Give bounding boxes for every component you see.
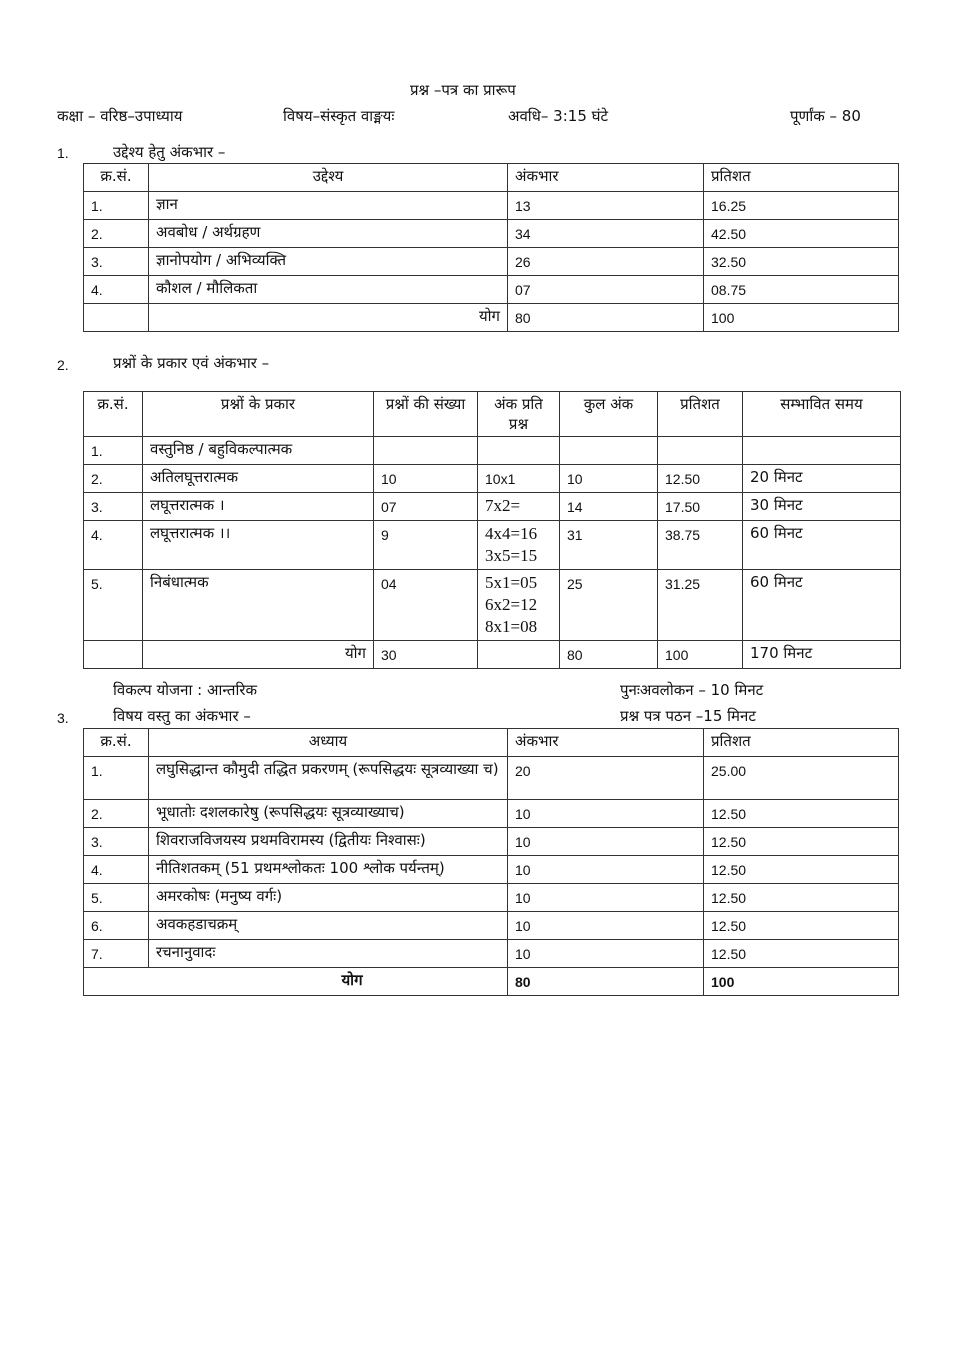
- col-header: प्रतिशत: [658, 392, 743, 437]
- cell: 12.50: [704, 856, 899, 884]
- table-header-row: [84, 392, 901, 437]
- objectives-table: [83, 163, 899, 332]
- col-header: क्र.सं.: [84, 729, 149, 757]
- cell: 12.50: [704, 800, 899, 828]
- cell: 7x2=: [478, 493, 560, 521]
- cell: 08.75: [704, 276, 899, 304]
- col-header: उद्देश्य: [149, 164, 508, 192]
- cell: कौशल / मौलिकता: [149, 276, 508, 304]
- table-row: [84, 465, 901, 493]
- total-label: योग: [84, 968, 508, 996]
- col-header: प्रश्नों के प्रकार: [143, 392, 374, 437]
- cell: 10: [508, 912, 704, 940]
- cell: [658, 437, 743, 465]
- cell: निबंधात्मक: [143, 570, 374, 641]
- cell: 31: [560, 521, 658, 570]
- col-header: अंकभार: [508, 729, 704, 757]
- page-title: प्रश्न –पत्र का प्रारूप: [410, 81, 516, 99]
- cell: 60 मिनट: [743, 521, 901, 570]
- cell: 14: [560, 493, 658, 521]
- total-percent: 100: [704, 304, 899, 332]
- cell: [374, 437, 478, 465]
- review-time-note: पुनःअवलोकन – 10 मिनट: [620, 681, 764, 699]
- cell: 25: [560, 570, 658, 641]
- table-row: [84, 757, 899, 800]
- cell: 20: [508, 757, 704, 800]
- subject-label: विषय–संस्कृत वाङ्मयः: [283, 107, 395, 125]
- cell: 4.: [84, 856, 149, 884]
- total-count: 30: [374, 641, 478, 669]
- table-row: [84, 437, 901, 465]
- section2-heading: प्रश्नों के प्रकार एवं अंकभार –: [113, 354, 270, 372]
- table-row: [84, 192, 899, 220]
- cell: 31.25: [658, 570, 743, 641]
- cell: ज्ञानोपयोग / अभिव्यक्ति: [149, 248, 508, 276]
- cell: भूधातोः दशलकारेषु (रूपसिद्धयः सूत्रव्याख्याच): [149, 800, 508, 828]
- table-row: [84, 493, 901, 521]
- total-row: [84, 968, 899, 996]
- col-header: सम्भावित समय: [743, 392, 901, 437]
- cell: 2.: [84, 220, 149, 248]
- cell: 20 मिनट: [743, 465, 901, 493]
- table-header-row: [84, 729, 899, 757]
- table-row: [84, 248, 899, 276]
- table-row: [84, 940, 899, 968]
- cell: लघूत्तरात्मक ।।: [143, 521, 374, 570]
- content-weightage-table: [83, 728, 899, 996]
- table-row: [84, 521, 901, 570]
- col-header: अंक प्रति प्रश्न: [478, 392, 560, 437]
- class-label: कक्षा – वरिष्ठ–उपाध्याय: [57, 107, 183, 125]
- cell: [478, 437, 560, 465]
- col-header: क्र.सं.: [84, 392, 143, 437]
- cell: 12.50: [704, 884, 899, 912]
- total-time: 170 मिनट: [743, 641, 901, 669]
- cell: लघुसिद्धान्त कौमुदी तद्धित प्रकरणम् (रूपसिद्धयः सूत्रव्याख्या च): [149, 757, 508, 800]
- total-marks: 80: [508, 968, 704, 996]
- cell: 7.: [84, 940, 149, 968]
- cell: 30 मिनट: [743, 493, 901, 521]
- cell: 1.: [84, 192, 149, 220]
- cell: 32.50: [704, 248, 899, 276]
- cell: 5x1=05 6x2=12 8x1=08: [478, 570, 560, 641]
- cell: 5.: [84, 884, 149, 912]
- cell: 4.: [84, 276, 149, 304]
- cell: 3.: [84, 248, 149, 276]
- col-header: प्रतिशत: [704, 164, 899, 192]
- cell: 5.: [84, 570, 143, 641]
- col-header: क्र.सं.: [84, 164, 149, 192]
- cell: अवकहडाचक्रम्: [149, 912, 508, 940]
- cell: ज्ञान: [149, 192, 508, 220]
- cell: 04: [374, 570, 478, 641]
- cell: 12.50: [658, 465, 743, 493]
- cell: 9: [374, 521, 478, 570]
- cell: [560, 437, 658, 465]
- cell: 12.50: [704, 912, 899, 940]
- total-label: योग: [149, 304, 508, 332]
- cell: 07: [374, 493, 478, 521]
- col-header: अंकभार: [508, 164, 704, 192]
- cell: [743, 437, 901, 465]
- cell: 3.: [84, 828, 149, 856]
- cell: अवबोध / अर्थग्रहण: [149, 220, 508, 248]
- cell: 3.: [84, 493, 143, 521]
- cell: 10: [508, 940, 704, 968]
- cell: 10: [508, 856, 704, 884]
- cell: रचनानुवादः: [149, 940, 508, 968]
- cell: 38.75: [658, 521, 743, 570]
- cell: लघूत्तरात्मक ।: [143, 493, 374, 521]
- cell: 10: [374, 465, 478, 493]
- total-percent: 100: [658, 641, 743, 669]
- cell: 10: [560, 465, 658, 493]
- table-row: [84, 856, 899, 884]
- section3-number: 3.: [57, 710, 69, 726]
- cell: 2.: [84, 465, 143, 493]
- total-marks: 80: [560, 641, 658, 669]
- table-header-row: [84, 164, 899, 192]
- duration-label: अवधि– 3:15 घंटे: [508, 107, 609, 125]
- cell: 1.: [84, 437, 143, 465]
- cell: 10: [508, 884, 704, 912]
- total-label: योग: [143, 641, 374, 669]
- cell: 1.: [84, 757, 149, 800]
- total-marks: 80: [508, 304, 704, 332]
- cell: 4.: [84, 521, 143, 570]
- section1-heading: उद्देश्य हेतु अंकभार –: [113, 143, 226, 161]
- table-row: [84, 912, 899, 940]
- total-row: [84, 641, 901, 669]
- col-header: कुल अंक: [560, 392, 658, 437]
- cell: 10x1: [478, 465, 560, 493]
- cell: 25.00: [704, 757, 899, 800]
- col-header: प्रश्नों की संख्या: [374, 392, 478, 437]
- cell: 16.25: [704, 192, 899, 220]
- cell: अमरकोषः (मनुष्य वर्गः): [149, 884, 508, 912]
- reading-time-note: प्रश्न पत्र पठन –15 मिनट: [620, 707, 756, 725]
- table-row: [84, 276, 899, 304]
- total-percent: 100: [704, 968, 899, 996]
- cell: वस्तुनिष्ठ / बहुविकल्पात्मक: [143, 437, 374, 465]
- option-plan-note: विकल्प योजना : आन्तरिक: [113, 681, 258, 699]
- cell: 10: [508, 800, 704, 828]
- cell: 2.: [84, 800, 149, 828]
- col-header: अध्याय: [149, 729, 508, 757]
- cell: 12.50: [704, 940, 899, 968]
- cell: 17.50: [658, 493, 743, 521]
- question-types-table: [83, 391, 901, 669]
- cell: 12.50: [704, 828, 899, 856]
- section1-number: 1.: [57, 145, 69, 161]
- cell: शिवराजविजयस्य प्रथमविरामस्य (द्वितीयः निश्वासः): [149, 828, 508, 856]
- col-header: प्रतिशत: [704, 729, 899, 757]
- cell: 60 मिनट: [743, 570, 901, 641]
- section3-heading: विषय वस्तु का अंकभार –: [113, 707, 251, 725]
- table-row: [84, 800, 899, 828]
- cell: 4x4=16 3x5=15: [478, 521, 560, 570]
- table-row: [84, 828, 899, 856]
- cell: 10: [508, 828, 704, 856]
- cell: अतिलघूत्तरात्मक: [143, 465, 374, 493]
- cell: 13: [508, 192, 704, 220]
- cell: 6.: [84, 912, 149, 940]
- section2-number: 2.: [57, 357, 69, 373]
- cell: 34: [508, 220, 704, 248]
- table-row: [84, 884, 899, 912]
- cell: नीतिशतकम् (51 प्रथमश्लोकतः 100 श्लोक पर्यन्तम्): [149, 856, 508, 884]
- total-row: [84, 304, 899, 332]
- cell: 07: [508, 276, 704, 304]
- max-marks-label: पूर्णांक – 80: [790, 107, 861, 125]
- table-row: [84, 220, 899, 248]
- table-row: [84, 570, 901, 641]
- cell: 42.50: [704, 220, 899, 248]
- cell: 26: [508, 248, 704, 276]
